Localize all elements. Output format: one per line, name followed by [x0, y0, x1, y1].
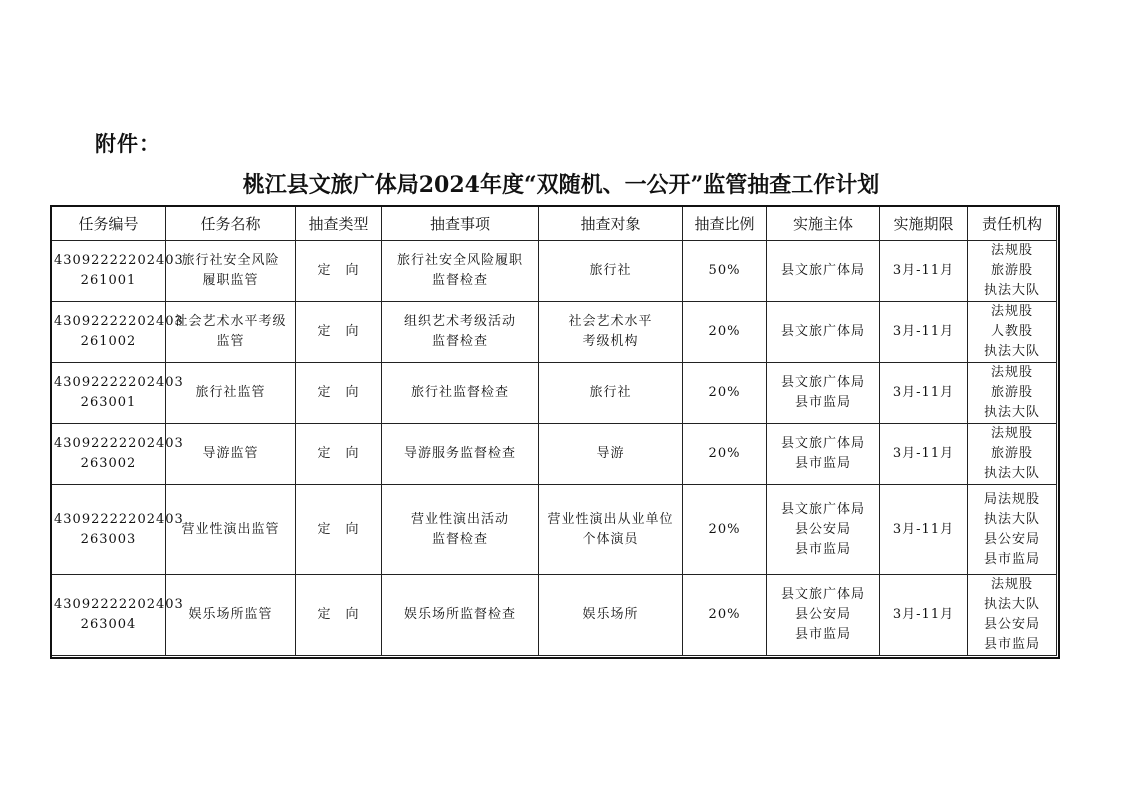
task-name-cell-line: 监管 [216, 334, 245, 349]
check-ratio-cell: 50% [683, 241, 767, 302]
task-name-cell-line: 履职监管 [202, 273, 259, 288]
subject-cell-line: 县市监局 [794, 456, 851, 471]
check-object-cell [539, 302, 683, 363]
inspection-plan-table [51, 206, 1057, 656]
task-name-cell-line: 社会艺术水平考级 [174, 314, 287, 329]
task-code-cell-line: 261001 [80, 273, 137, 288]
header-check-ratio: 抽查比例 [683, 207, 767, 241]
agency-cell-line: 执法大队 [983, 405, 1040, 420]
table-row [52, 424, 1057, 485]
subject-cell-line: 县市监局 [794, 627, 851, 642]
agency-cell-line: 法规股 [990, 243, 1033, 258]
check-object-cell [539, 424, 683, 485]
check-object-cell [539, 575, 683, 656]
check-type-cell: 定 向 [296, 485, 382, 575]
header-task-code: 任务编号 [52, 207, 166, 241]
agency-cell-line: 旅游股 [990, 263, 1033, 278]
agency-cell-line: 执法大队 [983, 466, 1040, 481]
task-code-cell-line: 263002 [80, 456, 137, 471]
check-object-cell-line: 导游 [596, 446, 625, 461]
subject-cell-line: 县文旅广体局 [780, 587, 865, 602]
agency-cell-line: 县公安局 [983, 617, 1040, 632]
check-object-cell [539, 363, 683, 424]
agency-cell-line: 旅游股 [990, 385, 1033, 400]
check-ratio-cell: 20% [683, 302, 767, 363]
subject-cell-line: 县文旅广体局 [780, 263, 865, 278]
period-cell: 3月-11月 [880, 575, 968, 656]
header-check-item: 抽查事项 [382, 207, 539, 241]
check-object-cell-line: 娱乐场所 [582, 607, 639, 622]
task-code-cell-line: 261002 [80, 334, 137, 349]
period-cell: 3月-11月 [880, 241, 968, 302]
subject-cell-line: 县文旅广体局 [780, 324, 865, 339]
subject-cell [767, 424, 880, 485]
check-object-cell-line: 个体演员 [582, 531, 639, 547]
task-code-cell-line: 263003 [80, 531, 137, 547]
subject-cell-line: 县文旅广体局 [780, 375, 865, 390]
check-ratio-cell: 20% [683, 363, 767, 424]
task-name-cell [166, 485, 296, 575]
task-code-cell [52, 363, 184, 424]
task-name-cell [166, 241, 296, 302]
check-ratio-cell: 20% [683, 485, 767, 575]
subject-cell [767, 363, 880, 424]
agency-cell [968, 575, 1057, 656]
check-item-cell [382, 241, 539, 302]
check-item-cell-line: 旅行社监督检查 [410, 385, 509, 400]
agency-cell-line: 县公安局 [983, 531, 1040, 547]
check-item-cell-line: 导游服务监督检查 [403, 446, 516, 461]
subject-cell [767, 241, 880, 302]
header-check-type: 抽查类型 [296, 207, 382, 241]
check-item-cell-line: 旅行社安全风险履职 [396, 253, 523, 268]
task-name-cell-line: 旅行社监管 [195, 385, 266, 400]
check-item-cell-line: 营业性演出活动 [410, 511, 509, 527]
subject-cell-line: 县市监局 [794, 541, 851, 557]
task-code-cell [52, 241, 184, 302]
task-code-cell-line: 43092222202403 [54, 375, 184, 390]
agency-cell-line: 县市监局 [983, 551, 1040, 567]
task-code-cell-line: 43092222202403 [54, 253, 184, 268]
task-code-cell [52, 485, 184, 575]
task-code-cell-line: 43092222202403 [54, 511, 184, 527]
subject-cell-line: 县公安局 [794, 521, 851, 537]
check-object-cell-line: 营业性演出从业单位 [547, 511, 674, 527]
agency-cell-line: 人教股 [990, 324, 1033, 339]
agency-cell-line: 法规股 [990, 365, 1033, 380]
check-object-cell-line: 考级机构 [582, 334, 639, 349]
agency-cell [968, 424, 1057, 485]
task-name-cell [166, 302, 296, 363]
check-ratio-cell: 20% [683, 575, 767, 656]
document-title: 桃江县文旅广体局2024年度“双随机、一公开”监管抽查工作计划 [242, 172, 880, 198]
check-object-cell-line: 社会艺术水平 [568, 314, 653, 329]
agency-cell-line: 局法规股 [983, 491, 1040, 507]
check-object-cell [539, 485, 683, 575]
task-code-cell-line: 263001 [80, 395, 137, 410]
task-name-cell [166, 424, 296, 485]
check-item-cell [382, 485, 539, 575]
check-type-cell: 定 向 [296, 302, 382, 363]
table-body [52, 241, 1057, 656]
header-task-name: 任务名称 [166, 207, 296, 241]
agency-cell [968, 363, 1057, 424]
table-row [52, 241, 1057, 302]
subject-cell [767, 485, 880, 575]
task-code-cell-line: 263004 [80, 617, 137, 632]
header-period: 实施期限 [880, 207, 968, 241]
agency-cell-line: 旅游股 [990, 446, 1033, 461]
subject-cell [767, 302, 880, 363]
task-name-cell-line: 营业性演出监管 [181, 521, 280, 537]
check-type-cell: 定 向 [296, 241, 382, 302]
check-item-cell [382, 575, 539, 656]
check-item-cell [382, 363, 539, 424]
check-item-cell-line: 组织艺术考级活动 [403, 314, 516, 329]
task-code-cell [52, 424, 184, 485]
task-name-cell-line: 旅行社安全风险 [181, 253, 280, 268]
agency-cell-line: 县市监局 [983, 637, 1040, 652]
agency-cell-line: 执法大队 [983, 283, 1040, 298]
agency-cell-line: 法规股 [990, 577, 1033, 592]
task-name-cell-line: 导游监管 [202, 446, 259, 461]
check-object-cell-line: 旅行社 [589, 263, 632, 278]
check-type-cell: 定 向 [296, 424, 382, 485]
agency-cell [968, 302, 1057, 363]
check-item-cell-line: 监督检查 [431, 531, 488, 547]
period-cell: 3月-11月 [880, 424, 968, 485]
task-code-cell [52, 575, 184, 656]
task-name-cell-line: 娱乐场所监管 [188, 607, 273, 622]
agency-cell-line: 法规股 [990, 426, 1033, 441]
check-type-cell: 定 向 [296, 363, 382, 424]
table-header-row [52, 207, 1057, 241]
header-check-object: 抽查对象 [539, 207, 683, 241]
header-agency: 责任机构 [968, 207, 1057, 241]
table-row [52, 485, 1057, 575]
task-code-cell-line: 43092222202403 [54, 314, 184, 329]
table-row [52, 302, 1057, 363]
subject-cell-line: 县公安局 [794, 607, 851, 622]
task-name-cell [166, 575, 296, 656]
task-code-cell-line: 43092222202403 [54, 597, 184, 612]
check-item-cell [382, 302, 539, 363]
check-object-cell-line: 旅行社 [589, 385, 632, 400]
table-row [52, 363, 1057, 424]
task-code-cell [52, 302, 184, 363]
check-item-cell-line: 监督检查 [431, 334, 488, 349]
task-code-cell-line: 43092222202403 [54, 436, 184, 451]
period-cell: 3月-11月 [880, 302, 968, 363]
table-row [52, 575, 1057, 656]
check-item-cell [382, 424, 539, 485]
agency-cell-line: 执法大队 [983, 511, 1040, 527]
check-ratio-cell: 20% [683, 424, 767, 485]
subject-cell-line: 县文旅广体局 [780, 436, 865, 451]
agency-cell [968, 241, 1057, 302]
check-item-cell-line: 监督检查 [431, 273, 488, 288]
check-object-cell [539, 241, 683, 302]
subject-cell-line: 县文旅广体局 [780, 501, 865, 517]
attachment-label: 附件： [95, 132, 161, 156]
check-item-cell-line: 娱乐场所监督检查 [403, 607, 516, 622]
subject-cell [767, 575, 880, 656]
agency-cell-line: 执法大队 [983, 344, 1040, 359]
agency-cell-line: 执法大队 [983, 597, 1040, 612]
agency-cell [968, 485, 1057, 575]
agency-cell-line: 法规股 [990, 304, 1033, 319]
period-cell: 3月-11月 [880, 363, 968, 424]
header-subject: 实施主体 [767, 207, 880, 241]
check-type-cell: 定 向 [296, 575, 382, 656]
period-cell: 3月-11月 [880, 485, 968, 575]
task-name-cell [166, 363, 296, 424]
subject-cell-line: 县市监局 [794, 395, 851, 410]
